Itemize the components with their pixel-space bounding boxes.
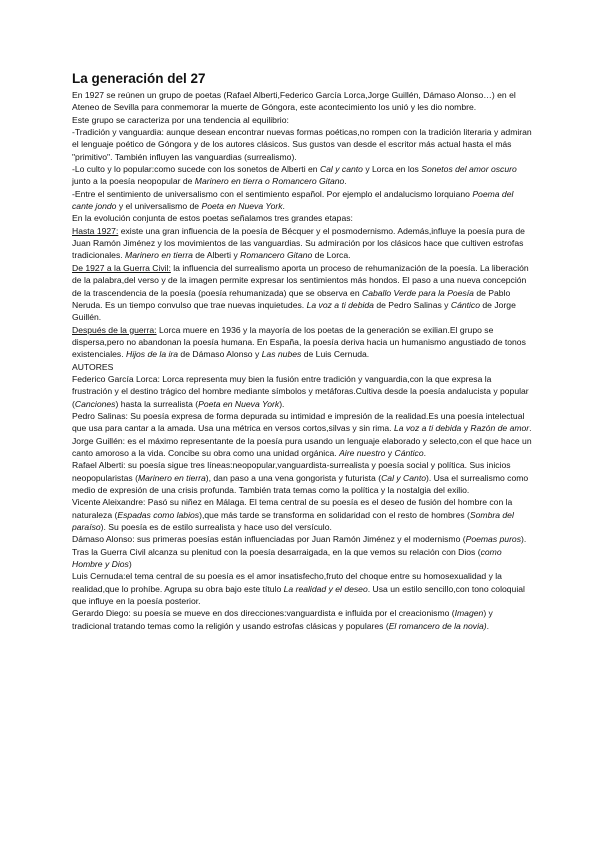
text-run: Luis Cernuda:el tema central de su poesía es el amor insatisfecho,fruto del choque entre su homosexualidad y la realidad,que lo prohíbe. Agrupa su obra bajo este título: [72, 571, 502, 594]
text-run: la influencia del surrealismo aporta un proceso de rehumanización de la poesía. La liberación de la palabra,del verso y de la imagen permite expresar los sentimientos más hondos. El paso a una nueva concepción de la trascendencia de la poesía (poesía rehumanizada) que se observa en: [72, 262, 529, 298]
text-run: Dámaso Alonso: sus primeras poesías están influenciadas por Juan Ramón Jiménez y el modernismo (: [72, 534, 466, 545]
document-title: La generación del 27: [72, 71, 206, 86]
text-run: de Jorge Guillén.: [72, 299, 516, 323]
work-title: Cántico: [394, 447, 424, 458]
work-title: El romancero de la novia): [388, 620, 487, 631]
work-title: como Hombre y Dios: [72, 546, 502, 570]
text-run: . Usa un estilo sencillo,con tono coloquial que influye en la poesía posterior.: [72, 583, 525, 607]
work-title: Marinero en tierra: [137, 472, 206, 483]
work-title: La voz a ti debida: [306, 299, 374, 310]
text-run: ). Usa el surrealismo como medio de expresión de una crisis profunda. También trata temas como la política y la nostalgia del exilio.: [72, 472, 529, 495]
text-run: ). Su poesía es de estilo surrealista y hace uso del versículo.: [100, 522, 332, 533]
text-run: y: [461, 423, 471, 434]
text-run: y Lorca en los: [362, 164, 422, 175]
text-run: .: [282, 201, 285, 212]
work-title: Poemas puros: [465, 534, 522, 545]
paragraph: [72, 89, 532, 114]
text-run: En 1927 se reúnen un grupo de poetas (Rafael Alberti,Federico García Lorca,Jorge Guillén, Dámaso Alonso…) en el Ateneo de Sevilla para conmemorar la muerte de Góngora, este acontecimiento los unió y les dio nombre.: [72, 90, 516, 113]
text-run: de Pablo Neruda. Es un tiempo convulso que trae nuevas inquietudes.: [72, 287, 511, 310]
text-run: de Alberti y: [192, 250, 241, 261]
paragraph: [72, 496, 532, 533]
work-title: Sombra del paraíso: [72, 509, 514, 533]
text-run: Este grupo se caracteriza por una tendencia al equilibrio:: [72, 114, 289, 125]
text-run: ): [128, 559, 132, 570]
work-title: La voz a ti debida: [393, 423, 462, 434]
text-run: de Pedro Salinas y: [373, 299, 451, 310]
section-heading: De 1927 a la Guerra Civil:: [72, 262, 171, 273]
text-run: En la evolución conjunta de estos poetas señalamos tres grandes etapas:: [72, 213, 353, 224]
text-run: -Lo culto y lo popular:como sucede con los sonetos de Alberti en: [72, 164, 320, 175]
text-run: ),que más tarde se transforma en solidaridad con el resto de hombres (: [199, 509, 470, 520]
text-run: .: [344, 176, 347, 187]
text-run: AUTORES: [72, 361, 114, 372]
text-run: ) y tradicional tratando temas como la religión y usando estrofas clásicas y populares (: [72, 608, 493, 631]
text-run: junto a la poesía neopopular de: [72, 176, 195, 187]
document-page: [72, 70, 532, 632]
paragraph: [72, 212, 532, 224]
paragraph: [72, 533, 532, 570]
paragraph: [72, 126, 532, 163]
work-title: Razón de amor: [470, 423, 530, 434]
paragraph: [72, 188, 532, 213]
paragraph: [72, 373, 532, 410]
document-body: [72, 89, 532, 632]
text-run: de Dámaso Alonso y: [178, 349, 262, 360]
work-title: Las nubes: [261, 349, 302, 360]
section-heading: Después de la guerra:: [72, 324, 157, 335]
work-title: Poeta en Nueva York: [198, 398, 280, 409]
text-run: Federico García Lorca: Lorca representa muy bien la fusión entre tradición y vanguardia,con la que expresa la frustración y el destino trágico del hombre mediante símbolos y metáforas.Cultiva desde la poesía andalucista y popular (: [72, 373, 529, 409]
work-title: Cal y Canto: [381, 472, 426, 483]
paragraph: [72, 324, 532, 361]
work-title: Cal y canto: [319, 164, 363, 175]
text-run: -Entre el sentimiento de universalismo con el sentimiento español. Por ejemplo el andalucismo lorquiano: [72, 188, 473, 199]
work-title: La realidad y el deseo: [283, 583, 368, 594]
text-run: Rafael Alberti: su poesía sigue tres líneas:neopopular,vanguardista-surrealista y poesía social y política. Sus inicios neopopularistas (: [72, 460, 511, 483]
work-title: Espadas como labios: [117, 509, 200, 520]
text-run: Vicente Aleixandre: Pasó su niñez en Málaga. El tema central de su poesía es el deseo de fusión del hombre con la naturaleza (: [72, 497, 513, 520]
text-run: y el universalismo de: [116, 201, 202, 212]
paragraph: [72, 114, 532, 126]
text-run: Jorge Guillén: es el máximo representante de la poesía pura usando un lenguaje elaborado y selecto,con el que hace un canto amoroso a la vida. Concibe su obra como una unidad orgánica.: [72, 435, 532, 458]
work-title: Canciones: [74, 398, 116, 409]
text-run: .: [423, 447, 427, 458]
work-title: Romancero Gitano: [240, 250, 313, 261]
paragraph: [72, 361, 532, 373]
section-heading: Hasta 1927:: [72, 225, 119, 236]
paragraph: [72, 410, 532, 435]
paragraph: [72, 262, 532, 324]
paragraph: [72, 570, 532, 607]
work-title: Marinero en tierra: [125, 250, 193, 261]
text-run: ).: [279, 398, 285, 409]
work-title: Caballo Verde para la Poesía: [362, 287, 474, 298]
text-run: Pedro Salinas: Su poesía expresa de forma depurada su intimidad e impresión de la realidad.Es una poesía intelectual que usa para cantar a la amada. Usa una métrica en versos cortos,silvas y sin rima.: [72, 410, 525, 434]
paragraph: [72, 225, 532, 262]
text-run: Lorca muere en 1936 y la mayoría de los poetas de la generación se exilian.El grupo se dispersa,pero no abandonan la poesía humana. En España, la poesía deriva hacia un humanismo angustiado de tonos existenciales.: [72, 324, 526, 360]
work-title: Marinero en tierra o Romancero Gitano: [194, 176, 345, 187]
text-run: existe una gran influencia de la poesía de Bécquer y el posmodernismo. Además,influye la poesía pura de Juan Ramón Jiménez y los movimientos de las vanguardias. Su admiración por los clásicos hace que cultiven estrofas tradicionales.: [72, 225, 525, 261]
work-title: Cántico: [450, 299, 481, 310]
work-title: Sonetos del amor oscuro: [421, 164, 517, 175]
text-run: ). Tras la Guerra Civil alcanza su plenitud con la poesía desarraigada, en la que vemos su relación con Dios (: [72, 534, 527, 557]
paragraph: [72, 163, 532, 188]
text-run: ), dan paso a una vena gongorista y futurista (: [205, 472, 382, 483]
paragraph: [72, 607, 532, 632]
work-title: Imagen: [454, 608, 484, 619]
text-run: de Lorca.: [312, 250, 351, 261]
text-run: y: [385, 447, 395, 458]
paragraph: [72, 459, 532, 496]
text-run: ) hasta la surrealista (: [115, 398, 199, 409]
work-title: Hijos de la ira: [125, 349, 179, 360]
text-run: .: [529, 423, 532, 434]
work-title: Poeta en Nueva York: [201, 201, 283, 212]
work-title: Poema del cante jondo: [72, 188, 514, 212]
text-run: Gerardo Diego: su poesía se mueve en dos direcciones:vanguardista e influida por el creacionismo (: [72, 608, 455, 619]
paragraph: [72, 435, 532, 460]
text-run: de Luis Cernuda.: [301, 349, 370, 360]
text-run: -Tradición y vanguardia: aunque desean encontrar nuevas formas poéticas,no rompen con la tradición literaria y admiran el lenguaje poético de Góngora y de los autores clásicos. Sus gustos van desde el escritor más actual hasta el más "primitivo". También influyen las vanguardias (surrealismo).: [72, 127, 532, 162]
text-run: .: [486, 620, 490, 631]
work-title: Aire nuestro: [339, 447, 386, 458]
